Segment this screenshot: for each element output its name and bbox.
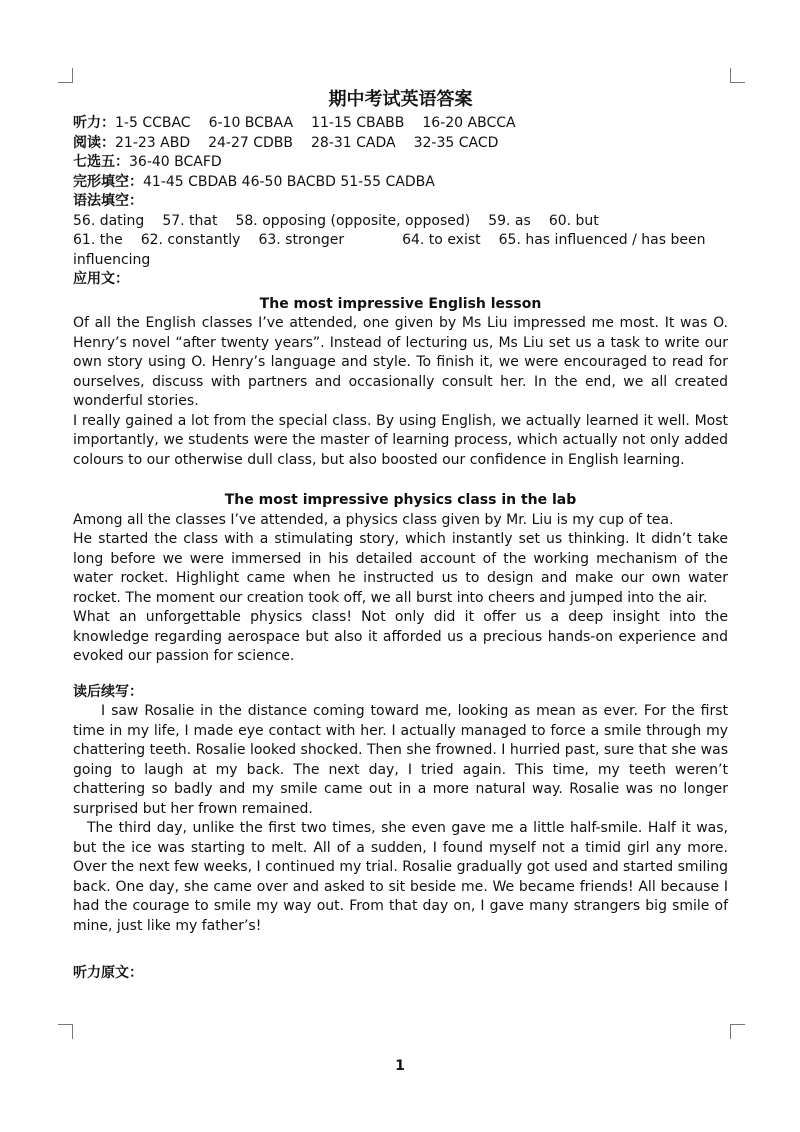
grammar-answers-line-1: 56. dating 57. that 58. opposing (opposite, opposed) 59. as 60. but [73, 212, 599, 229]
page-title: 期中考试英语答案 [328, 89, 473, 110]
essay-2-title: The most impressive physics class in the lab [224, 492, 577, 508]
reading-label: 阅读： [73, 134, 115, 151]
corner-mark-bottom-left [58, 1024, 73, 1039]
page-number: 1 [395, 1058, 405, 1074]
cloze-answers: 完形填空：41-45 CBDAB 46-50 BACBD 51-55 CADBA [73, 173, 435, 190]
grammar-answers-line-2: 61. the 62. constantly 63. stronger 64. to exist 65. has influenced / has been [73, 232, 706, 248]
listening-label: 听力： [73, 115, 115, 131]
grammar-answers-line-3: influencing [73, 251, 151, 268]
essay-2-paragraph-3: What an unforgettable physics class! Not only did it offer us a deep insight into the knowledge regarding aerospace but also it afforded us a precious hands-on experience and evoked our passion for science. [73, 609, 728, 664]
listening-script-label: 听力原文： [73, 965, 143, 981]
continuation-paragraph-1: I saw Rosalie in the distance coming toward me, looking as mean as ever. For the first time in my life, I made eye contact with her. I actually managed to force a smile through my chattering teeth. Rosalie looked shocked. Then she frowned. I hurried past, sure that she was going to laugh at my back. The next day, I tried again. This time, my teeth weren’t chattering so badly and my smile came out in a more natural way. Rosalie was no longer surprised but her frown remained. [73, 703, 728, 817]
corner-mark-top-right [730, 68, 745, 83]
grammar-label: 语法填空： [73, 193, 143, 209]
reading-answers: 阅读：21-23 ABD 24-27 CDBB 28-31 CADA 32-35 CACD [73, 134, 499, 151]
essay-2-paragraph-1: Among all the classes I’ve attended, a physics class given by Mr. Liu is my cup of tea. [73, 511, 674, 528]
writing-label: 应用文： [73, 271, 129, 287]
seven-choice-label: 七选五： [73, 154, 129, 170]
seven-choice-answers: 七选五：36-40 BCAFD [73, 154, 222, 170]
essay-1-paragraph-1: Of all the English classes I’ve attended, one given by Ms Liu impressed me most. It was O. Henry’s novel “after twenty years”. Instead of lecturing us, Ms Liu set us a task to write our own story using O. Henry’s language and style. To finish it, we were encouraged to read for ourselves, discuss with partners and occasionally consult her. In the end, we all created wonderful stories. [73, 315, 728, 409]
continuation-paragraph-2: The third day, unlike the first two times, she even gave me a little half-smile. Half it was, but the ice was starting to melt. All of a sudden, I found myself not a timid girl any more. Over the next few weeks, I continued my trial. Rosalie gradually got used and started smiling back. One day, she came over and asked to sit beside me. We became friends! All because I had the courage to smile my way out. From that day on, I gave many strangers big smile of mine, just like my father’s! [73, 820, 728, 934]
essay-2-paragraph-2: He started the class with a stimulating story, which instantly set us thinking. It didn’t take long before we were immersed in his detailed account of the working mechanism of the water rocket. Highlight came when he instructed us to design and make our own water rocket. The moment our creation took off, we all burst into cheers and jumped into the air. [73, 531, 728, 606]
cloze-label: 完形填空： [73, 173, 143, 190]
essay-1-paragraph-2: I really gained a lot from the special class. By using English, we actually learned it well. Most importantly, we students were the master of learning process, which actually not only added colours to our otherwise dull class, but also boosted our confidence in English learning. [73, 412, 728, 468]
corner-mark-top-left [58, 68, 73, 83]
listening-answers: 听力：1-5 CCBAC 6-10 BCBAA 11-15 CBABB 16-20 ABCCA [73, 115, 516, 131]
corner-mark-bottom-right [730, 1024, 745, 1039]
continuation-label: 读后续写： [73, 683, 143, 700]
essay-1-title: The most impressive English lesson [259, 295, 542, 312]
document-page [73, 88, 728, 984]
